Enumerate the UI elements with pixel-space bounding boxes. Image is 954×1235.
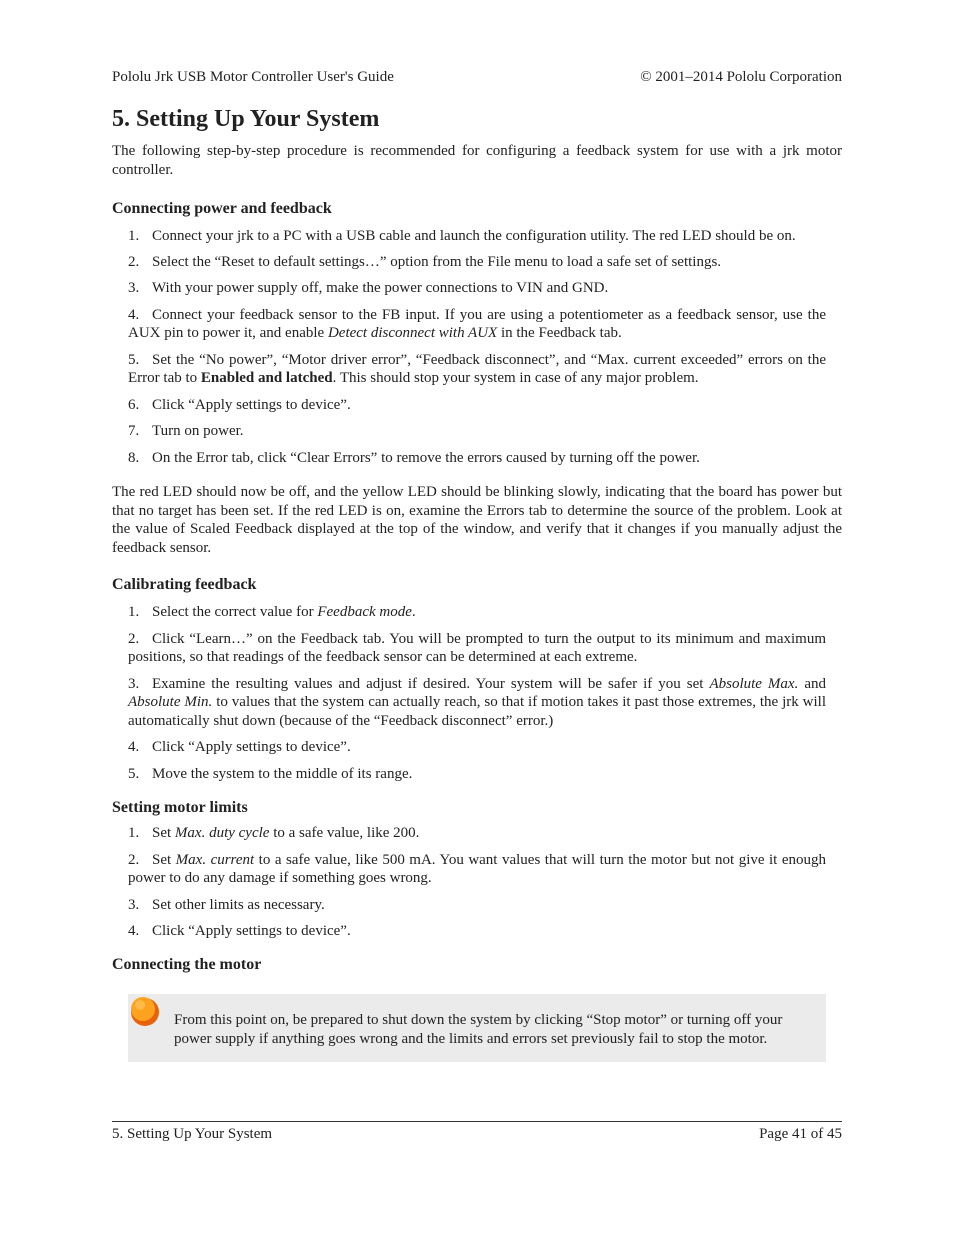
section-heading-calibrating: Calibrating feedback <box>112 576 257 593</box>
warning-note-box <box>128 994 826 1062</box>
header-copyright: © 2001–2014 Pololu Corporation <box>640 69 842 85</box>
section-heading-connecting-motor: Connecting the motor <box>112 955 262 973</box>
warning-circle-icon <box>128 994 164 1030</box>
page-header <box>112 69 842 86</box>
section-heading-power: Connecting power and feedback <box>112 200 332 217</box>
list-item: 3. With your power supply off, make the power connections to VIN and GND. <box>128 280 609 296</box>
list-item: 7. Turn on power. <box>128 423 244 439</box>
footer-divider <box>112 1121 842 1122</box>
list-item: 2. Set Max. current to a safe value, like 500 mA. You want values that will turn the motor but not give it enough power to do any damage if something goes wrong. <box>128 851 827 886</box>
list-item: 5. Set the “No power”, “Motor driver error”, “Feedback disconnect”, and “Max. current exceeded” errors on the Error tab to Enabled and latched. This should stop your system in case of any major problem. <box>128 351 826 386</box>
list-item: 3. Set other limits as necessary. <box>128 896 325 913</box>
warning-note-text: From this point on, be prepared to shut down the system by clicking “Stop motor” or turning off your power supply if anything goes wrong and the limits and errors set previously fail to stop the motor. <box>174 1012 783 1047</box>
motor-limits-steps-list <box>112 824 842 941</box>
list-item: 6. Click “Apply settings to device”. <box>128 396 351 413</box>
list-item: 2. Click “Learn…” on the Feedback tab. You will be prompted to turn the output to its minimum and maximum positions, so that readings of the feedback sensor can be determined at each extreme. <box>128 630 826 665</box>
list-item: 8. On the Error tab, click “Clear Errors” to remove the errors caused by turning off the power. <box>128 449 700 466</box>
page-content <box>112 142 842 974</box>
list-item: 1. Connect your jrk to a PC with a USB cable and launch the configuration utility. The red LED should be on. <box>128 228 796 244</box>
footer-section-title: 5. Setting Up Your System <box>112 1126 273 1142</box>
list-item: 4. Connect your feedback sensor to the FB input. If you are using a potentiometer as a feedback sensor, use the AUX pin to power it, and enable Detect disconnect with AUX in the Feedback tab. <box>128 306 826 341</box>
power-steps-list <box>112 227 842 467</box>
intro-paragraph: The following step-by-step procedure is recommended for configuring a feedback system for use with a jrk motor controller. <box>112 143 842 178</box>
page-footer <box>112 1126 842 1143</box>
list-item: 1. Select the correct value for Feedback mode. <box>128 604 416 620</box>
list-item: 3. Examine the resulting values and adjust if desired. Your system will be safer if you set Absolute Max. and Absolute Min. to values that the system can actually reach, so that if motion takes it past those extremes, the jrk will automatically shut down (because of the “Feedback disconnect” error.) <box>128 675 827 729</box>
list-item: 4. Click “Apply settings to device”. <box>128 739 351 755</box>
list-item: 2. Select the “Reset to default settings…” option from the File menu to load a safe set of settings. <box>128 253 722 270</box>
list-item: 4. Click “Apply settings to device”. <box>128 923 351 939</box>
calibrating-steps-list <box>112 603 842 783</box>
section-heading-motor-limits: Setting motor limits <box>112 799 248 816</box>
list-item: 5. Move the system to the middle of its range. <box>128 765 413 782</box>
header-doc-title: Pololu Jrk USB Motor Controller User's Guide <box>112 69 394 85</box>
list-item: 1. Set Max. duty cycle to a safe value, like 200. <box>128 825 420 841</box>
page-title: 5. Setting Up Your System <box>112 106 380 132</box>
power-summary-paragraph: The red LED should now be off, and the yellow LED should be blinking slowly, indicating that the board has power but that no target has been set. If the red LED is on, examine the Errors tab to determine the source of the problem. Look at the value of Scaled Feedback displayed at the top of the window, and verify that it changes if you manually adjust the feedback sensor. <box>112 484 842 556</box>
footer-page-number: Page 41 of 45 <box>759 1126 842 1142</box>
